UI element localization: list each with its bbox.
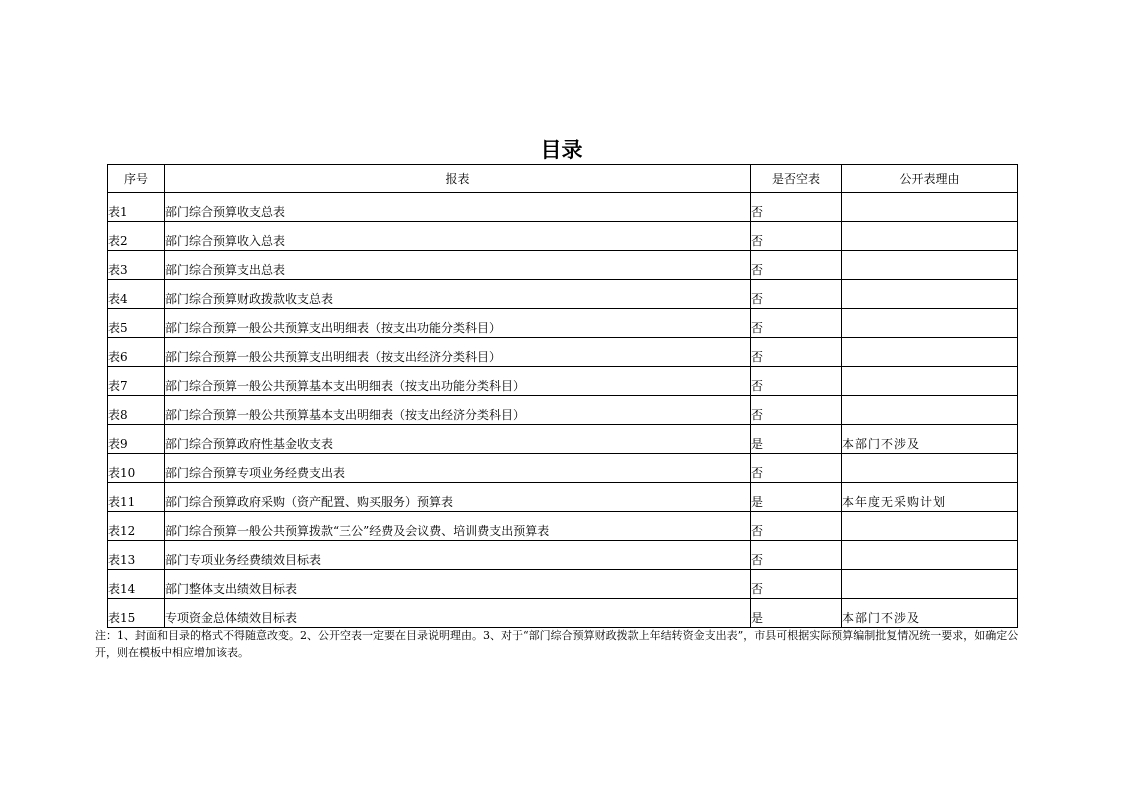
row-name: 部门综合预算一般公共预算支出明细表（按支出经济分类科目） xyxy=(165,338,751,367)
row-reason: 本部门不涉及 xyxy=(842,599,1018,628)
row-is-empty: 否 xyxy=(751,570,842,599)
row-reason xyxy=(842,338,1018,367)
row-reason: 本年度无采购计划 xyxy=(842,483,1018,512)
row-reason xyxy=(842,193,1018,222)
table-row xyxy=(108,454,1018,483)
row-reason xyxy=(842,367,1018,396)
row-name: 部门综合预算政府性基金收支表 xyxy=(165,425,751,454)
row-reason xyxy=(842,454,1018,483)
row-is-empty: 否 xyxy=(751,367,842,396)
table-row xyxy=(108,425,1018,454)
row-is-empty: 是 xyxy=(751,425,842,454)
table-row xyxy=(108,396,1018,425)
row-is-empty: 否 xyxy=(751,251,842,280)
table-header-row xyxy=(108,165,1018,193)
row-no: 表9 xyxy=(108,425,165,454)
row-is-empty: 否 xyxy=(751,193,842,222)
row-reason xyxy=(842,309,1018,338)
row-no: 表2 xyxy=(108,222,165,251)
table-row xyxy=(108,251,1018,280)
row-name: 部门整体支出绩效目标表 xyxy=(165,570,751,599)
row-reason: 本部门不涉及 xyxy=(842,425,1018,454)
header-reason: 公开表理由 xyxy=(842,165,1018,193)
table-row xyxy=(108,222,1018,251)
table-row xyxy=(108,367,1018,396)
row-is-empty: 否 xyxy=(751,222,842,251)
row-no: 表5 xyxy=(108,309,165,338)
row-name: 专项资金总体绩效目标表 xyxy=(165,599,751,628)
row-reason xyxy=(842,396,1018,425)
row-reason xyxy=(842,512,1018,541)
row-reason xyxy=(842,251,1018,280)
row-no: 表4 xyxy=(108,280,165,309)
row-no: 表15 xyxy=(108,599,165,628)
row-no: 表11 xyxy=(108,483,165,512)
table-row xyxy=(108,570,1018,599)
row-reason xyxy=(842,570,1018,599)
row-name: 部门综合预算收支总表 xyxy=(165,193,751,222)
row-name: 部门综合预算收入总表 xyxy=(165,222,751,251)
row-name: 部门综合预算一般公共预算基本支出明细表（按支出经济分类科目） xyxy=(165,396,751,425)
table-row xyxy=(108,338,1018,367)
row-name: 部门综合预算财政拨款收支总表 xyxy=(165,280,751,309)
row-name: 部门专项业务经费绩效目标表 xyxy=(165,541,751,570)
row-no: 表13 xyxy=(108,541,165,570)
row-is-empty: 否 xyxy=(751,309,842,338)
table-row xyxy=(108,309,1018,338)
row-is-empty: 是 xyxy=(751,599,842,628)
row-name: 部门综合预算支出总表 xyxy=(165,251,751,280)
row-no: 表1 xyxy=(108,193,165,222)
row-no: 表7 xyxy=(108,367,165,396)
row-no: 表10 xyxy=(108,454,165,483)
row-is-empty: 否 xyxy=(751,454,842,483)
row-no: 表3 xyxy=(108,251,165,280)
row-is-empty: 否 xyxy=(751,338,842,367)
row-no: 表6 xyxy=(108,338,165,367)
header-no: 序号 xyxy=(108,165,165,193)
table-row xyxy=(108,483,1018,512)
row-name: 部门综合预算专项业务经费支出表 xyxy=(165,454,751,483)
row-is-empty: 否 xyxy=(751,512,842,541)
toc-table xyxy=(107,164,1018,628)
row-no: 表14 xyxy=(108,570,165,599)
row-is-empty: 否 xyxy=(751,541,842,570)
row-no: 表12 xyxy=(108,512,165,541)
row-name: 部门综合预算一般公共预算基本支出明细表（按支出功能分类科目） xyxy=(165,367,751,396)
row-reason xyxy=(842,222,1018,251)
footnote: 注：1、封面和目录的格式不得随意改变。2、公开空表一定要在目录说明理由。3、对于“部门综合预算财政拨款上年结转资金支出表”，市县可根据实际预算编制批复情况统一要求，如确定公开，则在模板中相应增加该表。 xyxy=(95,629,1019,659)
table-row xyxy=(108,280,1018,309)
header-is-empty: 是否空表 xyxy=(751,165,842,193)
row-name: 部门综合预算一般公共预算支出明细表（按支出功能分类科目） xyxy=(165,309,751,338)
row-reason xyxy=(842,280,1018,309)
table-row xyxy=(108,541,1018,570)
row-is-empty: 否 xyxy=(751,280,842,309)
row-name: 部门综合预算政府采购（资产配置、购买服务）预算表 xyxy=(165,483,751,512)
header-name: 报表 xyxy=(165,165,751,193)
row-no: 表8 xyxy=(108,396,165,425)
table-row xyxy=(108,193,1018,222)
row-reason xyxy=(842,541,1018,570)
row-name: 部门综合预算一般公共预算拨款“三公”经费及会议费、培训费支出预算表 xyxy=(165,512,751,541)
row-is-empty: 否 xyxy=(751,396,842,425)
table-row xyxy=(108,512,1018,541)
row-is-empty: 是 xyxy=(751,483,842,512)
page-title: 目录 xyxy=(540,138,583,162)
table-row xyxy=(108,599,1018,628)
